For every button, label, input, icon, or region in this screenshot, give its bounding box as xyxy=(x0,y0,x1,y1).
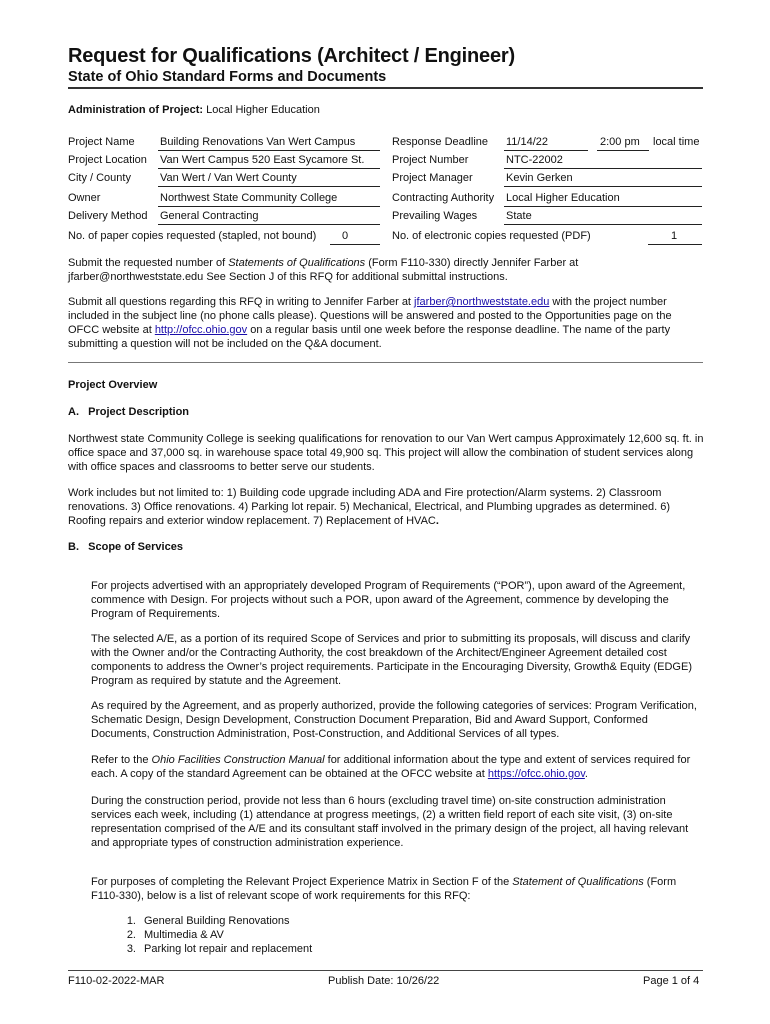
project-manager-underline xyxy=(504,186,702,187)
contracting-authority-underline xyxy=(504,206,702,207)
footer-form-id: F110-02-2022-MAR xyxy=(68,975,165,987)
questions-text: Submit all questions regarding this RFQ in writing to Jennifer Farber at xyxy=(68,296,415,308)
ofcc-website-link[interactable]: http://ofcc.ohio.gov xyxy=(154,324,248,336)
footer-publish-date: Publish Date: 10/26/22 xyxy=(328,975,440,987)
delivery-method-label: Delivery Method xyxy=(68,210,148,222)
experience-matrix-text: For purposes of completing the Relevant Project Experience Matrix in Section F of the xyxy=(91,876,513,888)
electronic-copies-value: 1 xyxy=(671,230,678,242)
footer-rule xyxy=(68,970,703,971)
administration-label: Administration of Project: xyxy=(68,104,204,116)
submission-form-title: Statements of Qualifications xyxy=(228,257,366,269)
ofcc-agreement-link[interactable]: https://ofcc.ohio.gov xyxy=(487,768,585,780)
section-rule xyxy=(68,362,703,363)
project-location-value: Van Wert Campus 520 East Sycamore St. xyxy=(160,154,365,166)
deadline-time-underline xyxy=(597,150,649,151)
contracting-authority-label: Contracting Authority xyxy=(392,192,495,204)
project-number-underline xyxy=(504,168,702,169)
list-text: Multimedia & AV xyxy=(144,929,224,941)
prevailing-wages-value: State xyxy=(506,210,532,222)
project-manager-label: Project Manager xyxy=(392,172,473,184)
electronic-copies-label: No. of electronic copies requested (PDF) xyxy=(392,230,591,242)
list-item xyxy=(114,942,614,956)
header-rule xyxy=(68,87,703,89)
manual-reference-text: for additional information about the type and extent of services required for each. A copy of the standard Agreement can be obtained at the OFCC website at xyxy=(91,754,691,780)
paper-copies-label: No. of paper copies requested (stapled, not bound) xyxy=(68,230,317,242)
list-number: 2. xyxy=(126,929,136,941)
electronic-copies-underline xyxy=(648,244,702,245)
project-manager-value: Kevin Gerken xyxy=(506,172,573,184)
email-link[interactable]: jfarber@northweststate.edu xyxy=(414,296,550,308)
soq-title: Statement of Qualifications xyxy=(512,876,644,888)
project-name-underline xyxy=(158,150,380,151)
paper-copies-value: 0 xyxy=(342,230,349,242)
submission-paragraph-1 xyxy=(68,256,704,284)
project-description-paragraph: Northwest state Community College is seeking qualifications for renovation to our Van Wert campus Approximately 12,600 sq. ft. in office space and 37,000 sq. in warehouse space total 49,900 sq. This project will allow the combination of student services along with office spaces and classrooms to better serve our students. xyxy=(68,433,704,473)
owner-value: Northwest State Community College xyxy=(160,192,338,204)
city-county-label: City / County xyxy=(68,172,131,184)
scope-paragraph-6 xyxy=(91,875,703,903)
response-deadline-suffix: local time xyxy=(653,136,700,148)
manual-title: Ohio Facilities Construction Manual xyxy=(151,754,325,766)
project-location-label: Project Location xyxy=(68,154,147,166)
section-b-heading: B. Scope of Services xyxy=(68,541,183,553)
contracting-authority-value: Local Higher Education xyxy=(506,192,620,204)
project-number-value: NTC-22002 xyxy=(506,154,563,166)
list-item xyxy=(114,928,614,942)
experience-matrix-text: (Form F110-330), below is a list of relevant scope of work requirements for this RFQ: xyxy=(91,876,677,902)
owner-label: Owner xyxy=(68,192,101,204)
city-county-underline xyxy=(158,186,380,187)
work-includes-period: . xyxy=(435,515,439,527)
administration-value: Local Higher Education xyxy=(206,104,320,116)
list-item xyxy=(114,914,614,928)
list-text: Parking lot repair and replacement xyxy=(144,943,313,955)
manual-reference-text: . xyxy=(584,768,588,780)
section-a-heading: A. Project Description xyxy=(68,406,190,418)
questions-text: with the project number included in the subject line (no phone calls please). Questions will be answered and posted to the Opportunities page on the OFCC website at xyxy=(68,296,672,336)
list-number: 1. xyxy=(126,915,136,927)
page-title: Request for Qualifications (Architect / Engineer) xyxy=(68,45,515,67)
project-overview-heading: Project Overview xyxy=(68,379,158,391)
submission-paragraph-2 xyxy=(68,295,704,351)
manual-reference-text: Refer to the xyxy=(91,754,152,766)
response-deadline-time: 2:00 pm xyxy=(600,136,640,148)
owner-underline xyxy=(158,206,380,207)
scope-paragraph-5: During the construction period, provide not less than 6 hours (excluding travel time) on-site construction administration services each week, including (1) attendance at progress meetings, (2) a written field report of each site visit, (3) on-site representation comprised of the A/E and its consultant staff involved in the primary design of the project, all having relevant and appropriate types of construction administration experience. xyxy=(91,795,689,849)
delivery-method-value: General Contracting xyxy=(160,210,259,222)
scope-paragraph-1: For projects advertised with an appropriately developed Program of Requirements (“POR”), upon award of the Agreement, commence with Design. For projects without such a POR, upon award of the Agreement, commence by developing the Program of Requirements. xyxy=(91,580,686,620)
scope-paragraph-3: As required by the Agreement, and as properly authorized, provide the following categories of services: Program Verification, Schematic Design, Design Development, Construction Document Preparation, Bid and Award Support, Conformed Documents, Construction Administration, Post-Construction, and Additional Services of all types. xyxy=(91,700,697,740)
response-deadline-date: 11/14/22 xyxy=(506,136,549,148)
response-deadline-label: Response Deadline xyxy=(392,136,489,148)
footer-page-number: Page 1 of 4 xyxy=(643,975,700,987)
scope-requirements-list xyxy=(114,914,614,956)
city-county-value: Van Wert / Van Wert County xyxy=(160,172,297,184)
project-location-underline xyxy=(158,168,380,169)
list-text: General Building Renovations xyxy=(144,915,290,927)
deadline-date-underline xyxy=(504,150,588,151)
submission-text: Submit the requested number of xyxy=(68,257,229,269)
delivery-method-underline xyxy=(158,224,380,225)
work-includes-paragraph xyxy=(68,486,708,528)
scope-paragraph-2: The selected A/E, as a portion of its required Scope of Services and prior to submitting its proposals, will discuss and clarify with the Owner and/or the Contracting Authority, the cost breakdown of the Architect/Engineer Agreement detailed cost components to address the Owner’s project requirements. Participate in the Encouraging Diversity, Growth& Equity (EDGE) Program as required by statute and the Agreement. xyxy=(91,633,692,687)
work-includes-text: Work includes but not limited to: 1) Building code upgrade including ADA and Fire protection/Alarm systems. 2) Classroom renovations. 3) Office renovations. 4) Parking lot repair. 5) Mechanical, Electrical, and Plumbing upgrades as determined. 6) Roofing repairs and exterior window replacement. 7) Replacement of HVAC xyxy=(68,487,671,527)
prevailing-wages-label: Prevailing Wages xyxy=(392,210,478,222)
questions-text: on a regular basis until one week before the response deadline. The name of the party submitting a question will not be included on the Q&A document. xyxy=(68,324,671,350)
administration-line xyxy=(68,104,320,116)
scope-paragraph-4 xyxy=(91,753,703,781)
list-number: 3. xyxy=(126,943,136,955)
prevailing-wages-underline xyxy=(504,224,702,225)
project-name-value: Building Renovations Van Wert Campus xyxy=(160,136,356,148)
project-number-label: Project Number xyxy=(392,154,469,166)
paper-copies-underline xyxy=(330,244,380,245)
page-subtitle: State of Ohio Standard Forms and Documents xyxy=(68,69,387,85)
project-name-label: Project Name xyxy=(68,136,135,148)
submission-text: (Form F110-330) directly Jennifer Farber at jfarber@northweststate.edu See Section J of this RFQ for additional submittal instructions. xyxy=(68,257,579,283)
